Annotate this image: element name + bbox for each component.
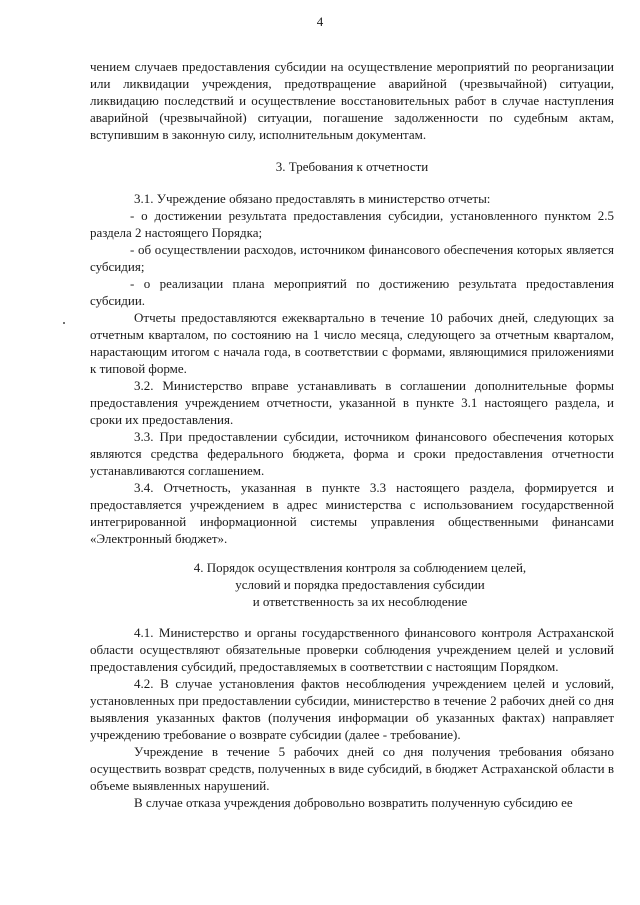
section-3-heading: 3. Требования к отчетности: [275, 159, 429, 174]
paragraph-return-deadline: Учреждение в течение 5 рабочих дней со дня получения требования обязано осуществить возврат средств, полученных в виде субсидий, в бюджет Астраханской области в объеме выявленных нарушений.: [90, 744, 614, 793]
paragraph-refusal: В случае отказа учреждения добровольно возвратить полученную субсидию ее: [134, 795, 573, 810]
section-4-heading-line-3: и ответственность за их несоблюдение: [252, 594, 468, 609]
paragraph-3-3: 3.3. При предоставлении субсидии, источником финансового обеспечения которых являются средства федерального бюджета, форма и сроки предоставления отчетности устанавливаются соглашением.: [90, 429, 614, 478]
section-4-heading-line-1: 4. Порядок осуществления контроля за соблюдением целей,: [193, 560, 527, 575]
page-number: 4: [316, 14, 324, 29]
paragraph-3-4: 3.4. Отчетность, указанная в пункте 3.3 настоящего раздела, формируется и предоставляется учреждением в адрес министерства с использованием государственной интегрированной информационной системы управления общественными финансами «Электронный бюджет».: [90, 480, 614, 546]
section-4-heading-line-2: условий и порядка предоставления субсидии: [235, 577, 485, 592]
paragraph-3-2: 3.2. Министерство вправе устанавливать в соглашении дополнительные формы предоставления учреждением отчетности, указанной в пункте 3.1 настоящего раздела, и сроки их предоставления.: [90, 378, 614, 427]
paragraph-continuation: чением случаев предоставления субсидии на осуществление мероприятий по реорганизации или ликвидации учреждения, предотвращение аварийной (чрезвычайной) ситуации, ликвидацию последствий и осуществление восстановительных работ в случае наступления аварийной (чрезвычайной) ситуации, погашение задолженности по судебным актам, вступившим в законную силу, исполнительным документам.: [90, 59, 614, 142]
paragraph-reports-quarterly: Отчеты предоставляются ежеквартально в течение 10 рабочих дней, следующих за отчетным кварталом, по состоянию на 1 число месяца, следующего за отчетным кварталом, нарастающим итогом с начала года, в соответствии с формами, являющимися приложениями к типовой форме.: [90, 310, 614, 376]
paragraph-3-1: 3.1. Учреждение обязано предоставлять в министерство отчеты:: [134, 191, 491, 206]
paragraph-4-1: 4.1. Министерство и органы государственного финансового контроля Астраханской области осуществляют обязательные проверки соблюдения учреждением целей и условий предоставления субсидий, предоставляемых в соответствии с настоящим Порядком.: [90, 625, 614, 674]
list-item-report-plan: - о реализации плана мероприятий по достижению результата предоставления субсидии.: [90, 276, 614, 308]
paragraph-4-2: 4.2. В случае установления фактов несоблюдения учреждением целей и условий, установленных при предоставлении субсидии, министерство в течение 2 рабочих дней со дня выявления указанных фактов (получения информации об указанных фактах) направляет учреждению требование о возврате субсидии (далее - требование).: [90, 676, 614, 742]
list-item-report-result: - о достижении результата предоставления субсидии, установленного пунктом 2.5 раздела 2 настоящего Порядка;: [90, 208, 614, 240]
scan-speck: [63, 322, 65, 324]
section-4-heading: [90, 559, 614, 610]
document-body: [90, 58, 614, 811]
list-item-report-expenses: - об осуществлении расходов, источником финансового обеспечения которых является субсидия;: [90, 242, 614, 274]
